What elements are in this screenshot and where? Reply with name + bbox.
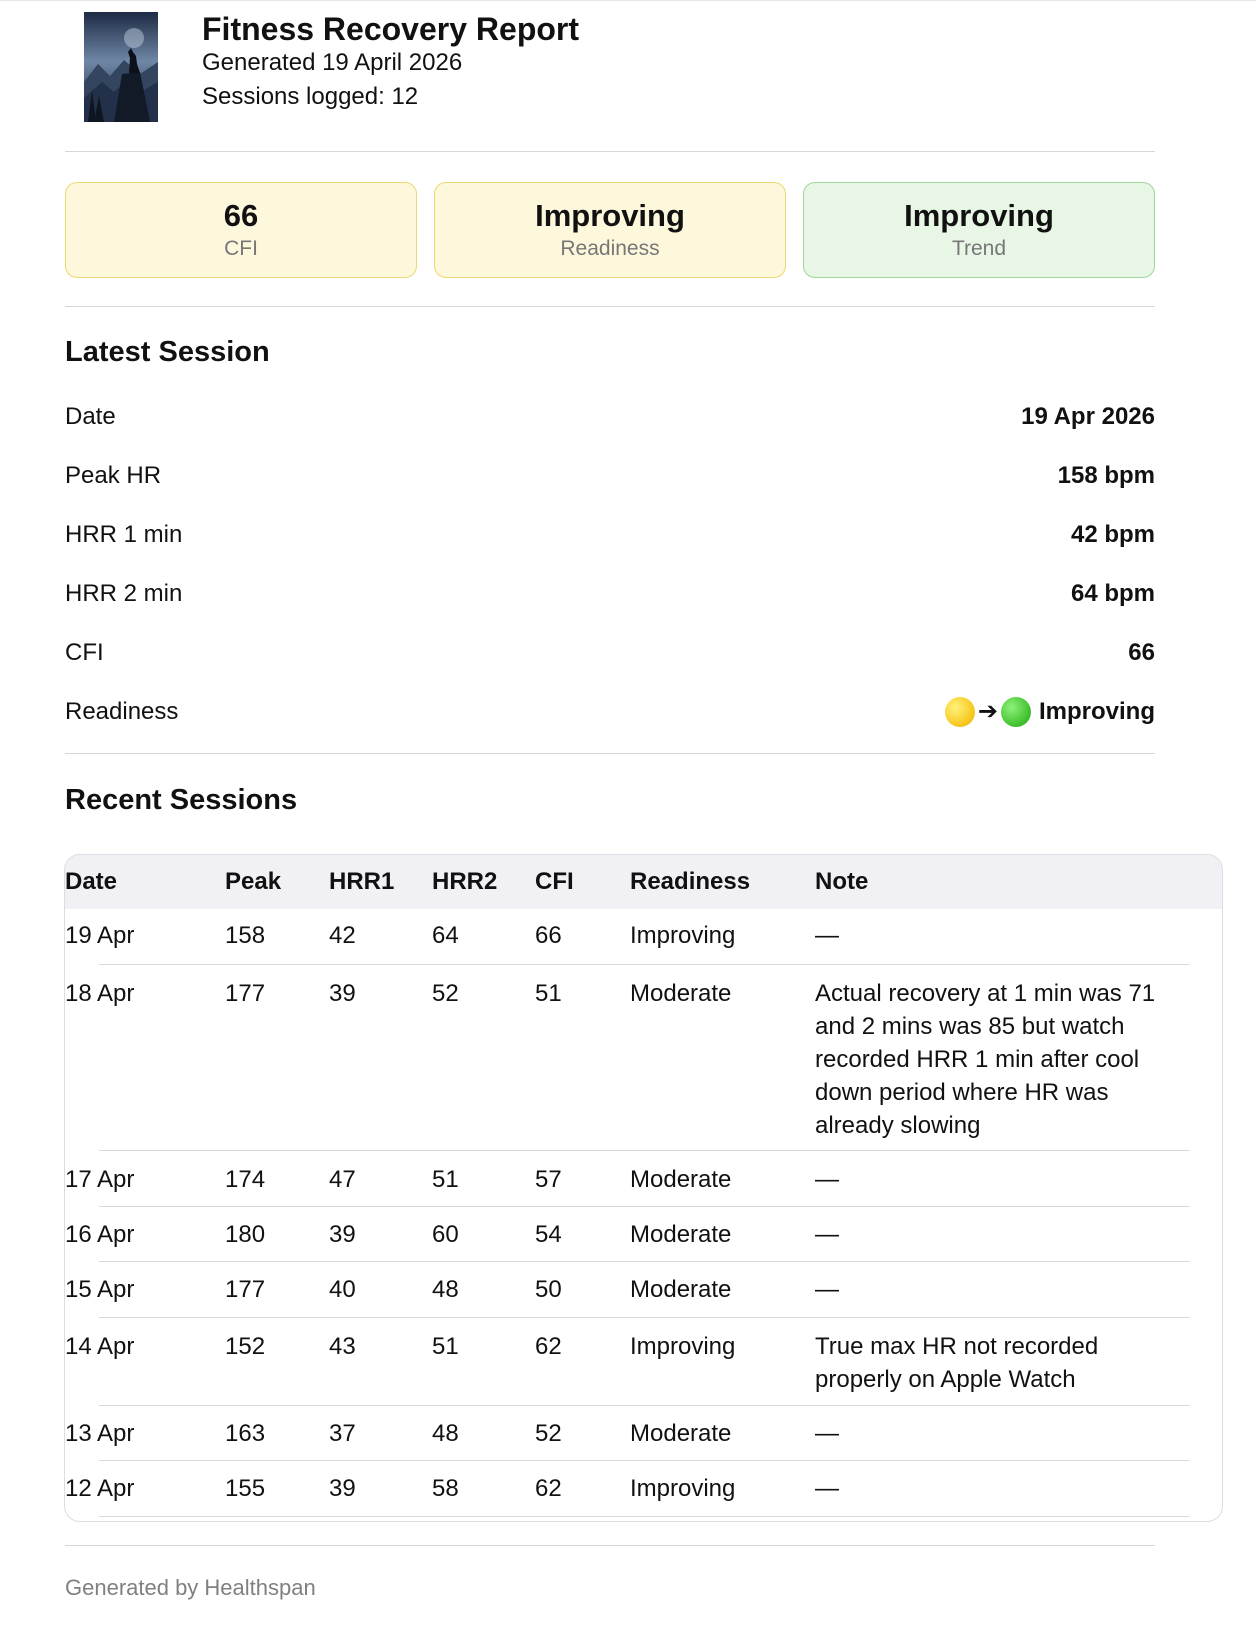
detail-value: 42 bpm [1070, 520, 1155, 548]
card-value: Improving [904, 198, 1054, 233]
cell-cfi: 62 [535, 1333, 562, 1360]
column-header-note: Note [815, 868, 869, 895]
detail-row-hrr2 [65, 564, 1155, 623]
cell-hrr1: 39 [329, 1221, 356, 1248]
cell-hrr1: 39 [329, 980, 356, 1007]
column-header-date: Date [65, 868, 118, 895]
readiness-value: Improving [1038, 697, 1155, 725]
cell-hrr1: 40 [329, 1276, 356, 1303]
cell-note: Actual recovery at 1 min was 71 and 2 mins was 85 but watch recorded HRR 1 min after cool down period where HR was already slowing [815, 980, 1156, 1139]
cell-peak: 152 [225, 1333, 266, 1360]
top-divider [0, 0, 1256, 1]
card-value: 66 [223, 198, 259, 233]
summary-cards [65, 182, 1155, 278]
header-text [202, 12, 579, 114]
report-header [84, 12, 1154, 124]
recent-sessions-heading: Recent Sessions [65, 784, 298, 816]
table-header [65, 855, 1222, 909]
cell-date: 16 Apr [65, 1221, 135, 1248]
cell-peak: 177 [225, 1276, 266, 1303]
detail-row-readiness [65, 682, 1155, 741]
cell-peak: 177 [225, 980, 266, 1007]
readiness-indicator [945, 697, 1155, 727]
detail-key: Date [65, 402, 116, 430]
cell-cfi: 54 [535, 1221, 562, 1248]
readiness-card [434, 182, 786, 278]
detail-value: 66 [1128, 638, 1155, 666]
card-value: Improving [535, 198, 685, 233]
cell-cfi: 51 [535, 980, 562, 1007]
report-cover-image [84, 12, 158, 122]
cell-hrr2: 64 [432, 922, 459, 949]
cell-hrr2: 60 [432, 1221, 459, 1248]
card-label: CFI [224, 237, 258, 260]
arrow-right-icon: ➔ [977, 698, 998, 725]
cell-readiness: Moderate [630, 1276, 732, 1303]
detail-key: CFI [65, 638, 104, 666]
cell-peak: 180 [225, 1221, 266, 1248]
column-header-peak: Peak [225, 868, 282, 895]
cell-date: 13 Apr [65, 1420, 135, 1447]
card-label: Trend [951, 237, 1007, 260]
column-header-cfi: CFI [535, 868, 574, 895]
cell-hrr1: 39 [329, 1475, 356, 1502]
cell-readiness: Improving [630, 1475, 736, 1502]
cell-hrr1: 43 [329, 1333, 356, 1360]
cell-cfi: 50 [535, 1276, 562, 1303]
cell-date: 15 Apr [65, 1276, 135, 1303]
detail-value: 64 bpm [1070, 579, 1155, 607]
detail-key: Peak HR [65, 461, 162, 489]
detail-row-peak-hr [65, 446, 1155, 505]
cell-readiness: Moderate [630, 1166, 732, 1193]
table-row [65, 1406, 1222, 1461]
cell-hrr1: 37 [329, 1420, 356, 1447]
table-row [65, 965, 1222, 1151]
cell-hrr2: 51 [432, 1333, 459, 1360]
cell-readiness: Moderate [630, 980, 732, 1007]
cfi-card [65, 182, 417, 278]
column-header-readiness: Readiness [630, 868, 751, 895]
table-row [65, 1461, 1222, 1517]
cell-readiness: Moderate [630, 1420, 732, 1447]
recent-sessions-table [64, 854, 1223, 1522]
cell-note: True max HR not recorded properly on Apple Watch [815, 1333, 1099, 1393]
cell-hrr2: 48 [432, 1276, 459, 1303]
latest-session-details [65, 387, 1155, 741]
cell-hrr1: 42 [329, 922, 356, 949]
footer-text: Generated by Healthspan [65, 1575, 316, 1600]
cell-hrr2: 52 [432, 980, 459, 1007]
detail-key: Readiness [65, 697, 179, 725]
cell-hrr1: 47 [329, 1166, 356, 1193]
cell-note: — [815, 922, 839, 949]
detail-key: HRR 1 min [65, 520, 183, 548]
cell-cfi: 57 [535, 1166, 562, 1193]
cell-note: — [815, 1475, 839, 1502]
divider [65, 306, 1155, 307]
cell-note: — [815, 1420, 839, 1447]
detail-value: 19 Apr 2026 [1021, 402, 1155, 430]
cell-note: — [815, 1166, 839, 1193]
cell-date: 18 Apr [65, 980, 135, 1007]
table-row [65, 1207, 1222, 1262]
report-title: Fitness Recovery Report [202, 11, 580, 47]
cell-peak: 174 [225, 1166, 266, 1193]
trend-card [803, 182, 1155, 278]
detail-row-hrr1 [65, 505, 1155, 564]
table-row [65, 909, 1222, 965]
column-header-hrr1: HRR1 [329, 868, 395, 895]
table-row [65, 1262, 1222, 1318]
table-row [65, 1151, 1222, 1207]
cell-peak: 155 [225, 1475, 266, 1502]
cell-hrr2: 48 [432, 1420, 459, 1447]
sessions-logged: Sessions logged: 12 [202, 83, 419, 110]
cell-note: — [815, 1276, 839, 1303]
card-label: Readiness [560, 237, 660, 260]
divider [65, 1545, 1155, 1546]
cell-date: 12 Apr [65, 1475, 135, 1502]
detail-value: 158 bpm [1057, 461, 1155, 489]
cell-hrr2: 51 [432, 1166, 459, 1193]
cell-peak: 163 [225, 1420, 266, 1447]
cell-readiness: Moderate [630, 1221, 732, 1248]
cell-date: 17 Apr [65, 1166, 135, 1193]
cell-hrr2: 58 [432, 1475, 459, 1502]
cell-readiness: Improving [630, 922, 736, 949]
table-row [65, 1318, 1222, 1406]
detail-row-cfi [65, 623, 1155, 682]
yellow-circle-icon [945, 697, 975, 727]
cell-cfi: 52 [535, 1420, 562, 1447]
cell-date: 14 Apr [65, 1333, 135, 1360]
divider [65, 151, 1155, 152]
detail-key: HRR 2 min [65, 579, 183, 607]
cell-date: 19 Apr [65, 922, 135, 949]
green-circle-icon [1001, 697, 1031, 727]
cell-cfi: 62 [535, 1475, 562, 1502]
detail-row-date [65, 387, 1155, 446]
cell-readiness: Improving [630, 1333, 736, 1360]
generated-date: Generated 19 April 2026 [202, 49, 463, 76]
divider [65, 753, 1155, 754]
cell-note: — [815, 1221, 839, 1248]
column-header-hrr2: HRR2 [432, 868, 498, 895]
cell-cfi: 66 [535, 922, 562, 949]
cell-peak: 158 [225, 922, 266, 949]
latest-session-heading: Latest Session [65, 336, 270, 368]
